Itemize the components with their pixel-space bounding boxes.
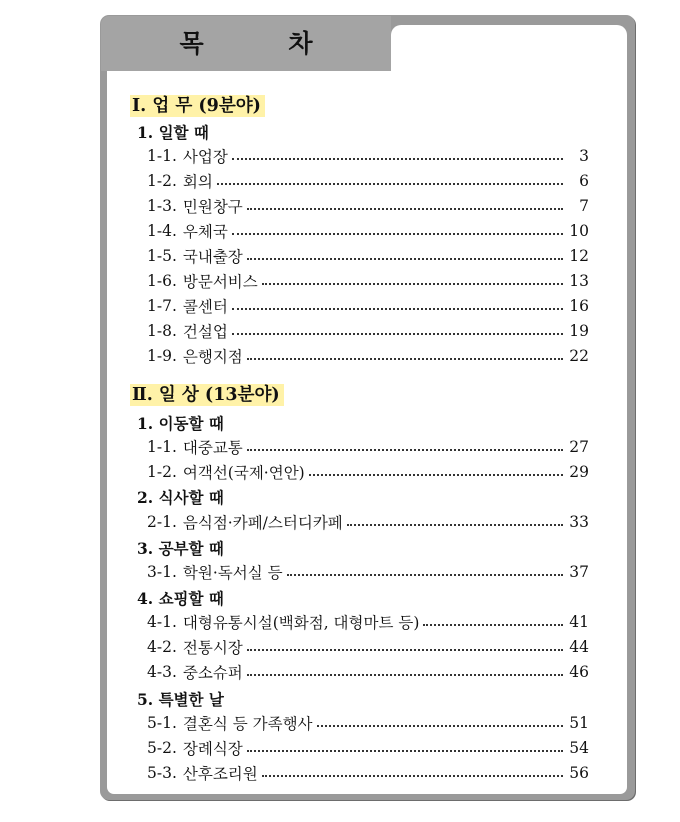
toc-entry[interactable]: 4-2. 전통시장 44 — [147, 638, 589, 657]
toc-entry[interactable]: 4-1. 대형유통시설(백화점, 대형마트 등) 41 — [147, 613, 589, 632]
toc-entry[interactable]: 5-1. 결혼식 등 가족행사 51 — [147, 714, 589, 733]
dot-leader — [247, 649, 563, 651]
toc-entry[interactable]: 1-7. 콜센터 16 — [147, 297, 589, 316]
dot-leader — [247, 750, 563, 752]
page-title: 목 차 — [179, 29, 351, 58]
dot-leader — [423, 624, 563, 626]
dot-leader — [217, 183, 563, 185]
section-heading: 1. 이동할 때 — [137, 414, 224, 433]
part-heading: Ⅰ. 업 무 (9분야) — [130, 92, 265, 117]
dot-leader — [247, 358, 563, 360]
toc-entry[interactable]: 1-3. 민원창구 7 — [147, 197, 589, 216]
dot-leader — [247, 208, 563, 210]
dot-leader — [287, 574, 563, 576]
dot-leader — [317, 725, 563, 727]
toc-entry[interactable]: 1-5. 국내출장 12 — [147, 247, 589, 266]
part-heading: Ⅱ. 일 상 (13분야) — [130, 381, 284, 406]
dot-leader — [232, 233, 563, 235]
toc-entry[interactable]: 2-1. 음식점·카페/스터디카페 33 — [147, 513, 589, 532]
toc-entry[interactable]: 1-4. 우체국 10 — [147, 222, 589, 241]
section-heading: 5. 특별한 날 — [137, 690, 224, 709]
toc-entry[interactable]: 1-1. 사업장 3 — [147, 147, 589, 166]
dot-leader — [232, 308, 563, 310]
toc-entry[interactable]: 1-2. 회의 6 — [147, 172, 589, 191]
toc-entry[interactable]: 1-8. 건설업 19 — [147, 322, 589, 341]
toc-entry[interactable]: 5-3. 산후조리원 56 — [147, 764, 589, 783]
section-heading: 3. 공부할 때 — [137, 539, 224, 558]
dot-leader — [247, 449, 563, 451]
dot-leader — [247, 258, 563, 260]
dot-leader — [247, 674, 563, 676]
dot-leader — [262, 775, 563, 777]
dot-leader — [347, 524, 563, 526]
toc-entry[interactable]: 1-6. 방문서비스 13 — [147, 272, 589, 291]
toc-entry[interactable]: 4-3. 중소슈퍼 46 — [147, 663, 589, 682]
section-heading: 1. 일할 때 — [137, 123, 209, 142]
dot-leader — [232, 333, 563, 335]
toc-entry[interactable]: 3-1. 학원·독서실 등 37 — [147, 563, 589, 582]
dot-leader — [232, 158, 563, 160]
section-heading: 2. 식사할 때 — [137, 488, 224, 507]
toc-entry[interactable]: 1-2. 여객선(국제·연안) 29 — [147, 463, 589, 482]
section-heading: 4. 쇼핑할 때 — [137, 589, 224, 608]
toc-entry[interactable]: 5-2. 장례식장 54 — [147, 739, 589, 758]
dot-leader — [309, 474, 563, 476]
toc-entry[interactable]: 1-1. 대중교통 27 — [147, 438, 589, 457]
dot-leader — [262, 283, 563, 285]
toc-entry[interactable]: 1-9. 은행지점 22 — [147, 347, 589, 366]
